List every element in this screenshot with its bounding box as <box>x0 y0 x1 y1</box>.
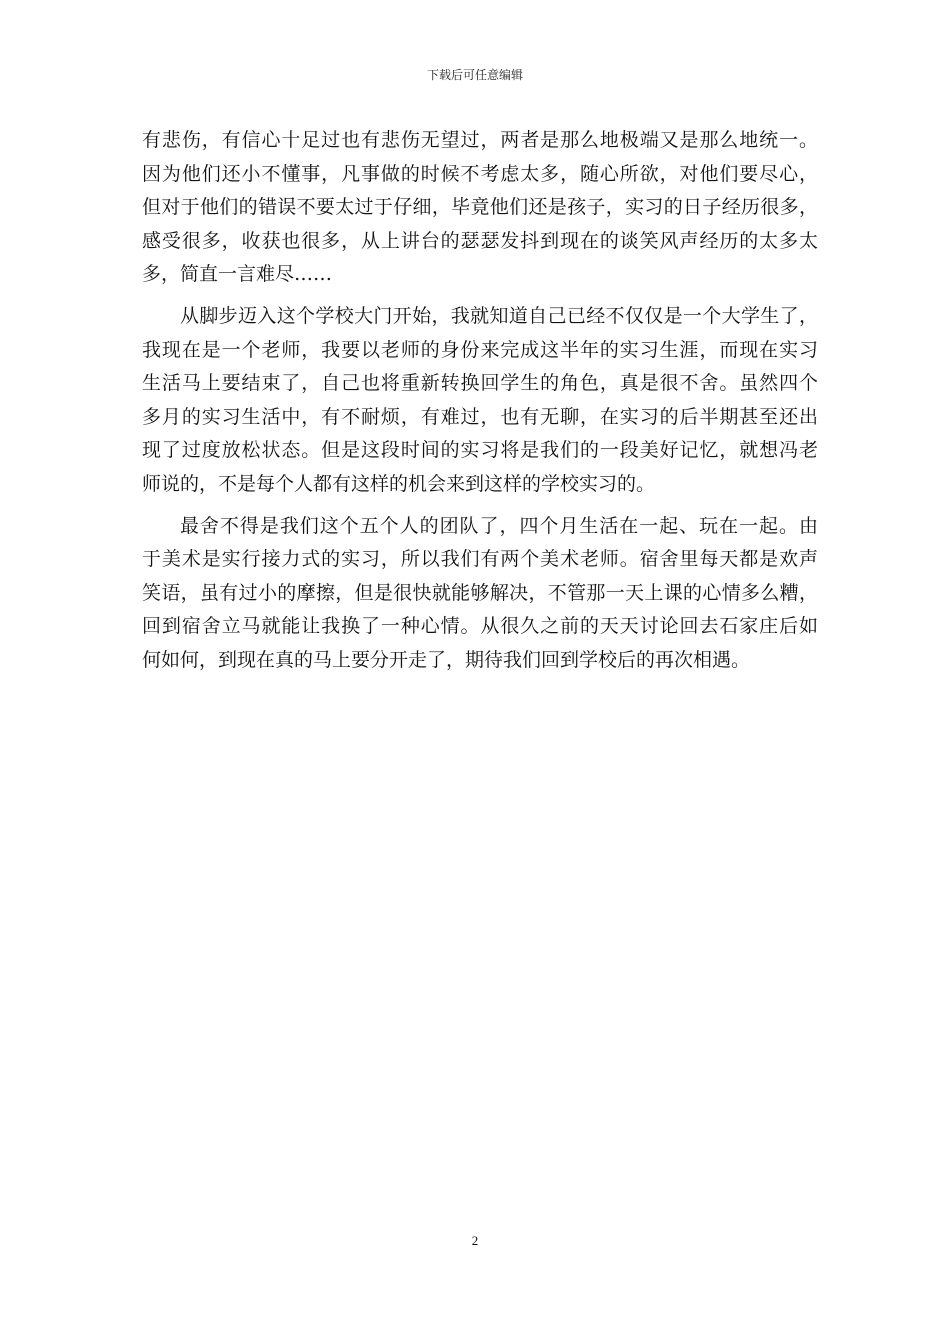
page-number: 2 <box>471 1233 479 1248</box>
paragraph-line: 有悲伤，有信心十足过也有悲伤无望过，两者是那么地极端又是那么地统一。 <box>142 129 818 151</box>
paragraph-line: 因为他们还小不懂事，凡事做的时候不考虑太多，随心所欲，对他们要尽心， <box>142 162 818 185</box>
paragraph-line: 于美术是实行接力式的实习，所以我们有两个美术老师。宿舍里每天都是欢声 <box>142 548 818 571</box>
paragraph-line: 笑语，虽有过小的摩擦，但是很快就能够解决，不管那一天上课的心情多么糟， <box>142 581 818 604</box>
paragraph-line: 我现在是一个老师，我要以老师的身份来完成这半年的实习生涯，而现在实习 <box>142 338 818 361</box>
paragraph-line: 师说的，不是每个人都有这样的机会来到这样的学校实习的。 <box>142 472 656 495</box>
paragraph-1 <box>142 124 818 292</box>
paragraph-line: 回到宿舍立马就能让我换了一种心情。从很久之前的天天讨论回去石家庄后如 <box>142 615 818 638</box>
paragraph-line: 现了过度放松状态。但是这段时间的实习将是我们的一段美好记忆，就想冯老 <box>142 439 818 462</box>
document-body <box>142 124 818 678</box>
paragraph-line: 何如何，到现在真的马上要分开走了，期待我们回到学校后的再次相遇。 <box>142 648 751 671</box>
paragraph-line: 感受很多，收获也很多，从上讲台的瑟瑟发抖到现在的谈笑风声经历的太多太 <box>142 229 818 252</box>
paragraph-line: 最舍不得是我们这个五个人的团队了，四个月生活在一起、玩在一起。由 <box>180 514 818 537</box>
page-header: 下载后可任意编辑 <box>426 68 523 82</box>
paragraph-2 <box>142 300 818 502</box>
paragraph-line: 从脚步迈入这个学校大门开始，我就知道自己已经不仅仅是一个大学生了， <box>180 304 818 327</box>
paragraph-line: 多月的实习生活中，有不耐烦，有难过，也有无聊，在实习的后半期甚至还出 <box>142 405 818 428</box>
paragraph-line: 多，简直一言难尽…… <box>142 263 333 286</box>
paragraph-3 <box>142 510 818 678</box>
paragraph-line: 生活马上要结束了，自己也将重新转换回学生的角色，真是很不舍。虽然四个 <box>142 372 818 395</box>
paragraph-line: 但对于他们的错误不要太过于仔细，毕竟他们还是孩子，实习的日子经历很多， <box>142 196 818 219</box>
